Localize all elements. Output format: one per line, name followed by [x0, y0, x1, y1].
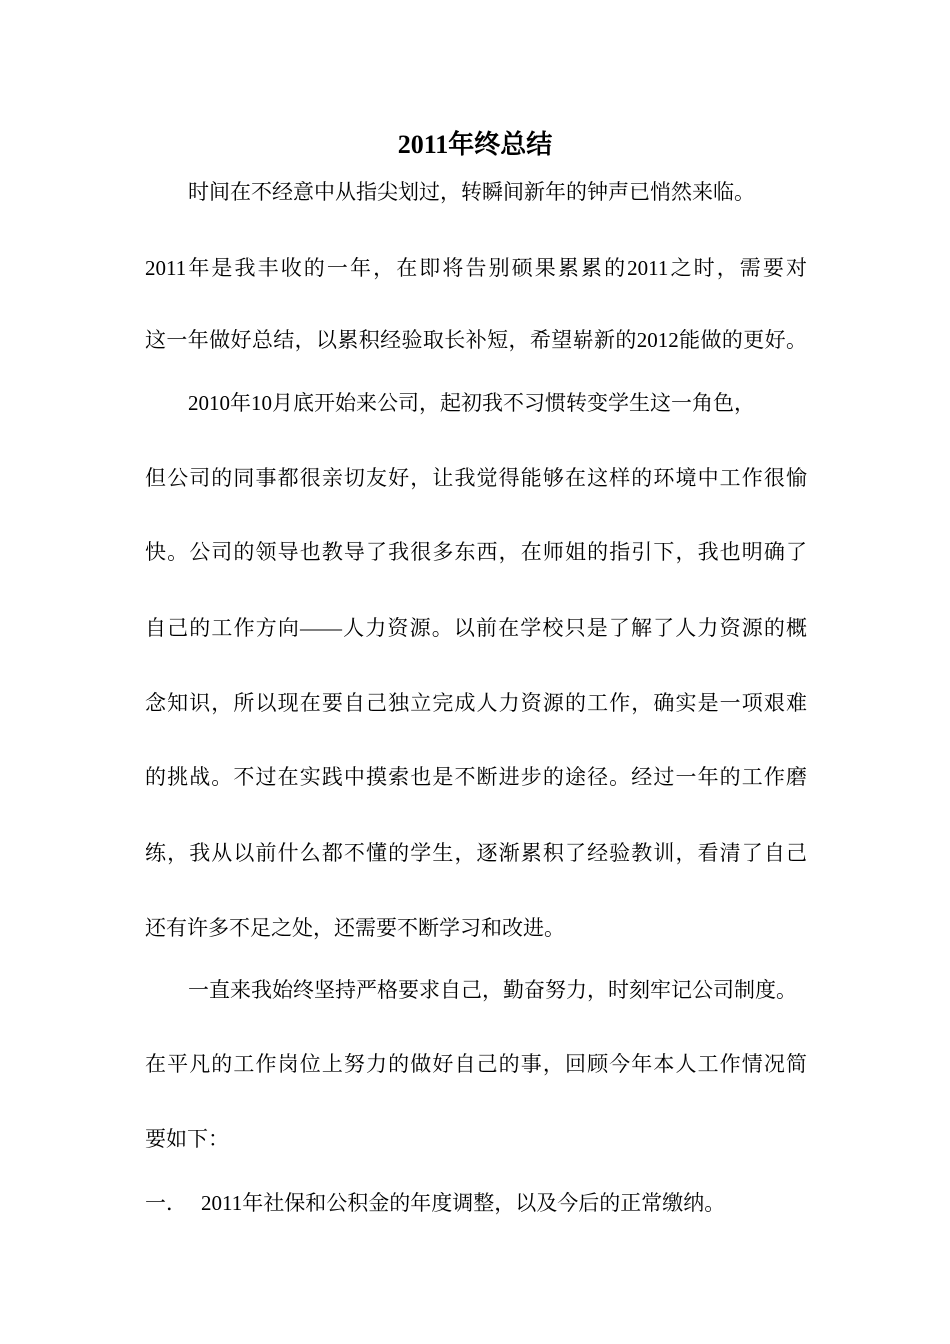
paragraph-line: 要如下： [145, 1127, 229, 1151]
list-item-text: 2011年社保和公积金的年度调整，以及今后的正常缴纳。 [201, 1191, 726, 1215]
paragraph-line: 这一年做好总结，以累积经验取长补短，希望崭新的2012能做的更好。 [145, 328, 807, 352]
list-item [145, 1188, 807, 1218]
paragraph-line: 自己的工作方向——人力资源。以前在学校只是了解了人力资源的概 [145, 616, 807, 640]
list-item-number: 一． [145, 1191, 187, 1215]
paragraph-line: 念知识，所以现在要自己独立完成人力资源的工作，确实是一项艰难 [145, 691, 807, 715]
paragraph-line: 快。公司的领导也教导了我很多东西，在师姐的指引下，我也明确了 [145, 540, 807, 564]
paragraph-line: 还有许多不足之处，还需要不断学习和改进。 [145, 916, 565, 940]
paragraph-line: 一直来我始终坚持严格要求自己，勤奋努力，时刻牢记公司制度。 [188, 978, 797, 1002]
document-title: 2011年终总结 [397, 130, 553, 159]
paragraph-line: 的挑战。不过在实践中摸索也是不断进步的途径。经过一年的工作磨 [145, 765, 807, 789]
paragraph-line: 2011年是我丰收的一年，在即将告别硕果累累的2011之时，需要对 [145, 256, 807, 280]
paragraph-line: 时间在不经意中从指尖划过，转瞬间新年的钟声已悄然来临。 [188, 180, 755, 204]
paragraph-line: 练，我从以前什么都不懂的学生，逐渐累积了经验教训，看清了自己 [145, 841, 807, 865]
paragraph-line: 在平凡的工作岗位上努力的做好自己的事，回顾今年本人工作情况简 [145, 1052, 807, 1076]
paragraph-line: 2010年10月底开始来公司，起初我不习惯转变学生这一角色， [188, 391, 755, 415]
paragraph-line: 但公司的同事都很亲切友好，让我觉得能够在这样的环境中工作很愉 [145, 466, 807, 490]
